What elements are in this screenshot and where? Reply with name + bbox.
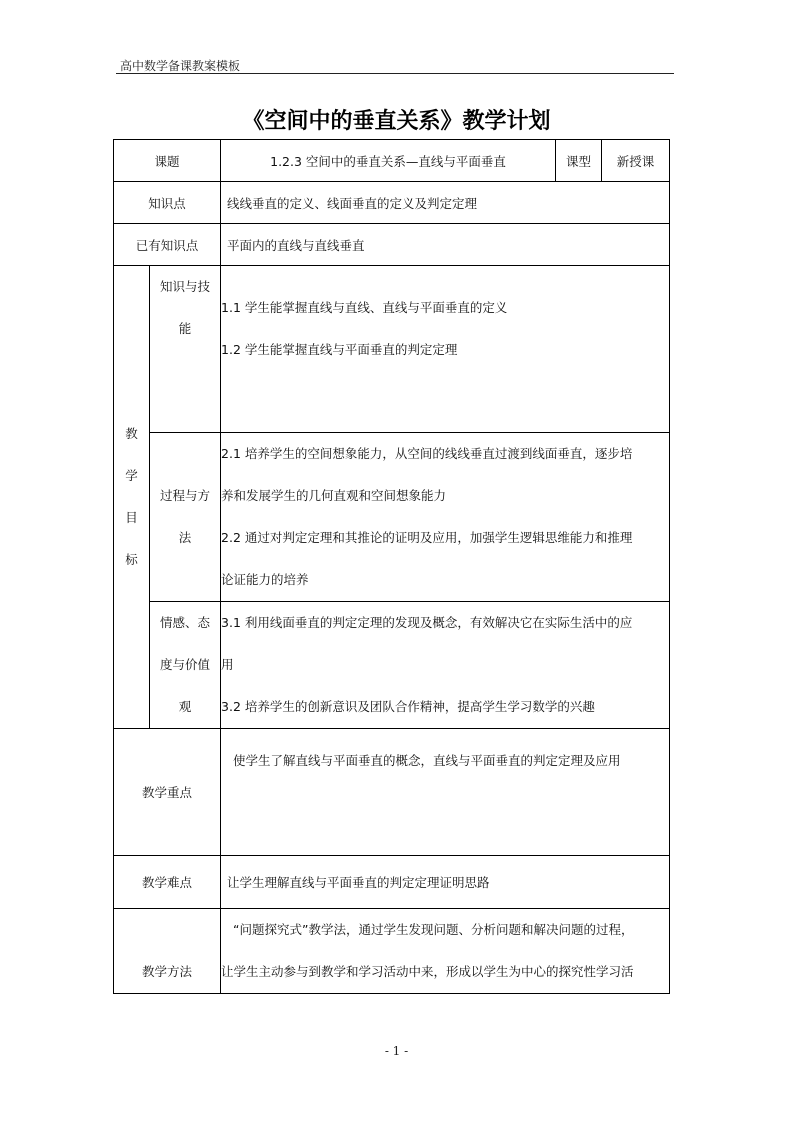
attitude-row: [114, 602, 670, 729]
prior-knowledge-row: [114, 224, 670, 266]
method-label: 教学方法: [114, 909, 221, 994]
knowledge-label: 知识点: [114, 182, 221, 224]
teaching-goals-label: 教 学 目 标: [114, 266, 150, 729]
difficulty-row: [114, 856, 670, 909]
method-content: “问题探究式”教学法，通过学生发现问题、分析问题和解决问题的过程， 让学生主动参与到教学和学习活动中来，形成以学生为中心的探究性学习活: [221, 909, 670, 994]
knowledge-value: 线线垂直的定义、线面垂直的定义及判定定理: [221, 182, 670, 224]
method-row: [114, 909, 670, 994]
process-content: 2.1 培养学生的空间想象能力，从空间的线线垂直过渡到线面垂直，逐步培 养和发展学生的几何直观和空间想象能力 2.2 通过对判定定理和其推论的证明及应用，加强学生逻辑思维能力和推理 论证能力的培养: [221, 433, 670, 602]
key-points-label: 教学重点: [114, 729, 221, 856]
skills-row: [114, 266, 670, 433]
page-header: 高中数学备课教案模板: [120, 59, 241, 73]
process-row: [114, 433, 670, 602]
skills-content: [221, 266, 670, 433]
lesson-plan-table: [113, 139, 670, 994]
prior-knowledge-value: 平面内的直线与直线垂直: [221, 224, 670, 266]
skills-item: 1.2 学生能掌握直线与平面垂直的判定定理: [221, 342, 458, 357]
attitude-label: 情感、态 度与价值 观: [150, 602, 221, 729]
key-points-row: [114, 729, 670, 856]
topic-row: [114, 140, 670, 182]
header-divider: [116, 73, 674, 74]
document-title: 《空间中的垂直关系》教学计划: [242, 109, 551, 134]
topic-value: 1.2.3 空间中的垂直关系—直线与平面垂直: [221, 140, 556, 182]
prior-knowledge-label: 已有知识点: [114, 224, 221, 266]
key-points-value: 使学生了解直线与平面垂直的概念，直线与平面垂直的判定定理及应用: [221, 729, 670, 856]
skills-label: 知识与技 能: [150, 266, 221, 433]
type-value: 新授课: [602, 140, 670, 182]
difficulty-value: 让学生理解直线与平面垂直的判定定理证明思路: [221, 856, 670, 909]
page-number: - 1 -: [384, 1044, 409, 1058]
topic-label: 课题: [114, 140, 221, 182]
type-label: 课型: [556, 140, 602, 182]
skills-item: 1.1 学生能掌握直线与直线、直线与平面垂直的定义: [221, 300, 508, 315]
process-label: 过程与方 法: [150, 433, 221, 602]
attitude-content: 3.1 利用线面垂直的判定定理的发现及概念，有效解决它在实际生活中的应 用 3.2 培养学生的创新意识及团队合作精神，提高学生学习数学的兴趣: [221, 602, 670, 729]
knowledge-row: [114, 182, 670, 224]
difficulty-label: 教学难点: [114, 856, 221, 909]
